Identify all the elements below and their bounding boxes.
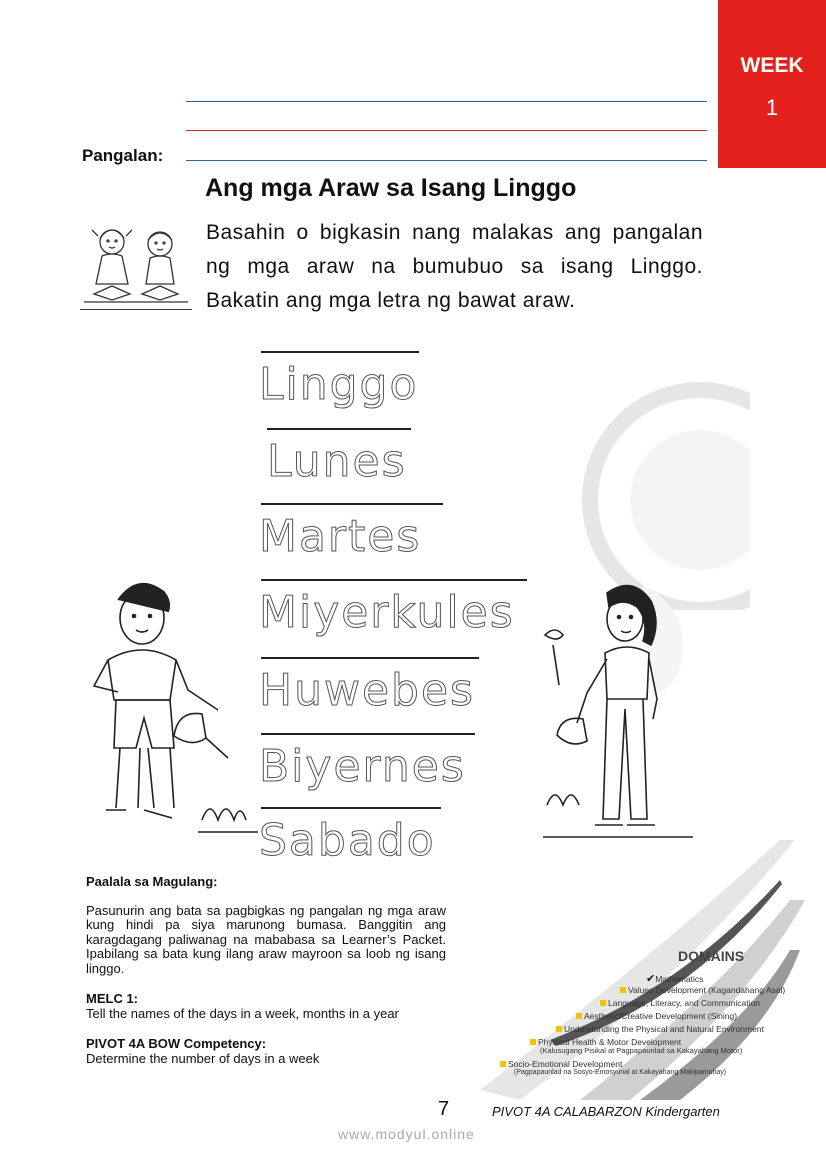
series-label: PIVOT 4A CALABARZON Kindergarten — [492, 1104, 720, 1119]
notes-heading: Paalala sa Magulang: — [86, 874, 218, 889]
checkbox-icon — [600, 1000, 606, 1006]
domains-title: DOMAINS — [678, 948, 745, 964]
trace-word-martes: Martes — [259, 511, 422, 562]
trace-word-linggo: Linggo — [259, 359, 419, 410]
checkbox-icon — [556, 1026, 562, 1032]
name-rule-bottom[interactable] — [186, 160, 707, 161]
trace-line — [261, 503, 443, 505]
parent-notes — [86, 875, 446, 1066]
domain-item: Aesthetic/Creative Development (Sining) — [576, 1011, 737, 1021]
week-number: 1 — [765, 95, 779, 120]
domain-item: ✔Mathematics — [646, 973, 704, 985]
domains-legend — [500, 940, 786, 1090]
melc-heading: MELC 1: — [86, 991, 138, 1006]
trace-line — [261, 733, 475, 735]
trace-word-miyerkules: Miyerkules — [259, 587, 515, 638]
trace-word-biyernes: Biyernes — [259, 741, 466, 792]
tracing-days — [255, 345, 555, 866]
name-label: Pangalan: — [82, 146, 164, 165]
domain-item: Understanding the Physical and Natural Environment — [556, 1024, 764, 1034]
bow-heading: PIVOT 4A BOW Competency: — [86, 1036, 267, 1051]
domain-item-sub: (Pagpapaunlad na Sosyo-Emosyunal at Kakayahang Makipamuhay) — [514, 1069, 727, 1076]
page-title: Ang mga Araw sa Isang Linggo — [205, 174, 577, 202]
checkbox-icon — [576, 1013, 582, 1019]
trace-line — [261, 351, 419, 353]
domain-item: Physical Health & Motor Development — [530, 1037, 681, 1047]
page-number: 7 — [438, 1098, 450, 1120]
checkbox-icon — [620, 987, 626, 993]
trace-line — [261, 657, 479, 659]
week-tab — [718, 0, 826, 168]
domain-item: Values Development (Kagandahang Asal) — [620, 985, 785, 995]
children-reading-illustration — [80, 216, 192, 310]
boy-watering-illustration — [78, 570, 258, 850]
bow-body: Determine the number of days in a week — [86, 1050, 320, 1066]
melc-body: Tell the names of the days in a week, months in a year — [86, 1005, 399, 1021]
site-watermark: www.modyul.online — [338, 1126, 475, 1142]
trace-word-lunes: Lunes — [267, 436, 407, 487]
domain-item-sub: (Kalusugang Pisikal at Pagpapaunlad sa Kakayahang Motor) — [540, 1046, 743, 1055]
trace-word-sabado: Sabado — [259, 815, 436, 866]
week-label: WEEK — [740, 54, 804, 77]
name-rule-top — [186, 101, 707, 102]
trace-word-huwebes: Huwebes — [259, 665, 475, 716]
trace-line — [267, 428, 411, 430]
trace-line — [261, 579, 527, 581]
check-icon: ✔ — [646, 973, 656, 985]
checkbox-icon — [500, 1061, 506, 1067]
trace-line — [261, 807, 441, 809]
girl-watering-illustration — [543, 575, 703, 855]
name-rule-middle — [186, 130, 707, 131]
notes-body: Pasunurin ang bata sa pagbigkas ng pangalan ng mga araw kung hindi pa siya marunong bumasa. Banggitin ang karagdagang paliwanag na mababasa sa Learner’s Packet. Ipabilang sa bata kung ilang araw mayroon sa loob ng isang linggo. — [86, 902, 446, 976]
domain-item: Socio-Emotional Development — [500, 1059, 622, 1069]
domain-item: Language, Literacy, and Communication — [600, 998, 760, 1008]
instructions-text: Basahin o bigkasin nang malakas ang pangalan ng mga araw na bumubuo sa isang Linggo. Bakatin ang mga letra ng bawat araw. — [206, 221, 703, 312]
checkbox-icon — [530, 1039, 536, 1045]
